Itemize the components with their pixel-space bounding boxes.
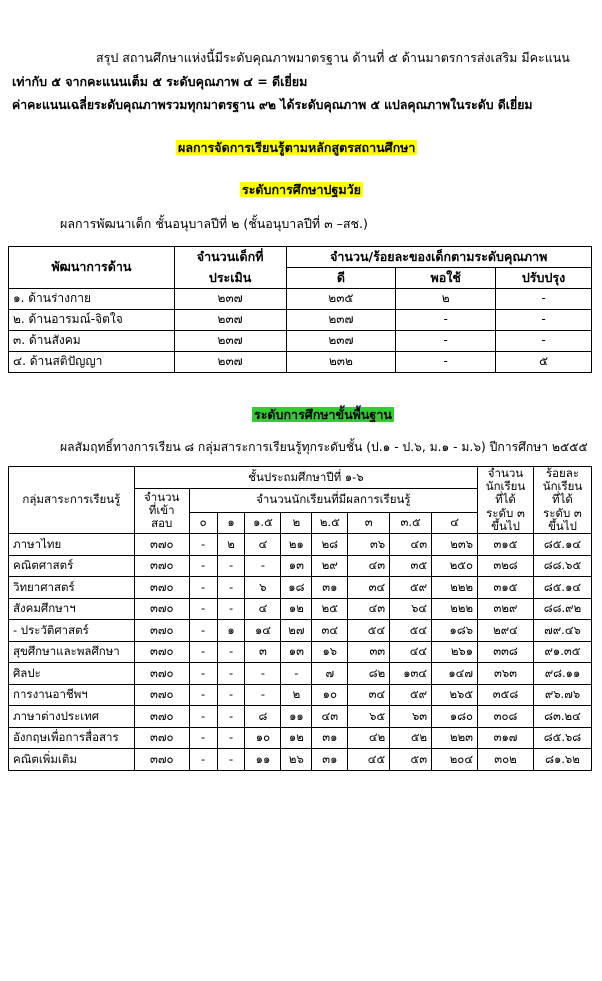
table-row [9,352,592,373]
cell-subject: คณิตศาสตร์ [9,555,135,577]
cell-count3: ๓๑๕ [478,577,534,599]
header-pct3-line: ที่ได้ [552,492,573,507]
cell-pct3: ๘๓.๒๔ [533,706,591,728]
cell-good: ๒๓๗ [286,310,396,331]
cell-grade-count: ๖๔ [390,598,432,620]
cell-pct3: ๘๑.๖๒ [533,749,591,771]
header-takers-line: ที่เข้า [148,503,175,518]
cell-grade-count: ๒๖ [281,749,312,771]
cell-takers: ๓๗๐ [134,598,189,620]
cell-count3: ๓๐๒ [478,749,534,771]
cell-grade-count: ๔ [245,598,281,620]
cell-grade-count: ๒๓๖ [432,534,478,556]
cell-takers: ๓๗๐ [134,534,189,556]
cell-grade-count: - [217,598,245,620]
header-good: ดี [286,268,396,289]
cell-grade-count: - [217,663,245,685]
header-improve: ปรับปรุง [496,268,592,289]
table-row [9,684,592,706]
cell-grade-count: - [217,706,245,728]
cell-pct3: ๙๘.๑๑ [533,663,591,685]
header-pct3-line: นักเรียน [542,479,583,494]
cell-grade-count: ๓๑ [312,577,348,599]
cell-grade-count: - [189,663,217,685]
table-row [9,289,592,310]
cell-grade-count: ๒๑ [281,534,312,556]
cell-grade-count: ๓๔ [312,620,348,642]
cell-grade-count: ๑๘ [281,577,312,599]
cell-grade-count: ๕๙ [390,577,432,599]
cell-grade-count: ๑ [217,620,245,642]
cell-grade-count: ๒๗ [281,620,312,642]
achievement-table [8,466,592,771]
cell-count3: ๓๑๕ [478,534,534,556]
header-grade: ๓.๕ [390,512,432,534]
cell-subject: ภาษาต่างประเทศ [9,706,135,728]
cell-grade-count: - [189,620,217,642]
cell-grade-count: ๑๑ [281,706,312,728]
header-takers [134,488,189,534]
table-row [9,620,592,642]
cell-grade-count: - [189,598,217,620]
cell-grade-count: ๒๒๒ [432,577,478,599]
header-pct3-line: ระดับ ๓ [543,505,582,520]
cell-pct3: ๘๘.๖๕ [533,555,591,577]
cell-grade-count: ๒ [217,534,245,556]
cell-subject: สุขศึกษาและพลศึกษา [9,641,135,663]
summary-line-1: สรุป สถานศึกษาแห่งนี้มีระดับคุณภาพมาตรฐาน ด้านที่ ๕ ด้านมาตรการส่งเสริม มีคะแนน [96,50,570,65]
cell-grade-count: - [189,727,217,749]
cell-grade-count: ๑๓ [281,641,312,663]
cell-grade-count: ๒๖๕ [432,684,478,706]
header-takers-line: สอบ [151,516,173,531]
header-grade: ๒ [281,512,312,534]
header-fair: พอใช้ [396,268,496,289]
cell-grade-count: ๔๓ [348,555,390,577]
cell-improve: - [496,289,592,310]
cell-grade-count: - [245,684,281,706]
header-results: จำนวนนักเรียนที่มีผลการเรียนรู้ [189,488,477,512]
cell-grade-count: ๔๓ [312,706,348,728]
cell-good: ๒๓๗ [286,331,396,352]
cell-subject: สังคมศึกษาฯ [9,598,135,620]
cell-fair: - [396,310,496,331]
cell-grade-count: ๔ [245,534,281,556]
table-row [9,727,592,749]
cell-grade-count: ๑๘๖ [432,620,478,642]
header-assessed-1: จำนวนเด็กที่ [174,247,286,268]
cell-grade-count: ๓๑ [312,749,348,771]
header-subject: กลุ่มสาระการเรียนรู้ [9,467,135,534]
cell-improve: - [496,310,592,331]
cell-grade-count: - [217,727,245,749]
cell-grade-count: ๒ [281,684,312,706]
cell-takers: ๓๗๐ [134,727,189,749]
cell-grade-count: - [189,534,217,556]
cell-grade-count: ๑๒ [281,598,312,620]
cell-count3: ๒๙๔ [478,620,534,642]
cell-grade-count: ๓๖ [348,534,390,556]
cell-grade-count: ๒๐๔ [432,749,478,771]
cell-assessed: ๒๓๗ [174,352,286,373]
cell-grade-count: ๓ [245,641,281,663]
header-count3-line: ระดับ ๓ [486,505,525,520]
cell-grade-count: - [189,684,217,706]
cell-pct3: ๘๕.๑๔ [533,534,591,556]
cell-domain: ๒. ด้านอารมณ์-จิตใจ [9,310,175,331]
cell-takers: ๓๗๐ [134,663,189,685]
cell-grade-count: ๑๑ [245,749,281,771]
cell-good: ๒๓๕ [286,289,396,310]
cell-count3: ๓๓๘ [478,641,534,663]
cell-subject: วิทยาศาสตร์ [9,577,135,599]
cell-grade-count: ๒๕ [312,598,348,620]
cell-pct3: ๘๕.๑๔ [533,577,591,599]
cell-grade-count: ๑๓๔ [390,663,432,685]
cell-grade-count: ๔๕ [348,749,390,771]
cell-grade-count: ๓๑ [312,727,348,749]
cell-pct3: ๘๘.๙๒ [533,598,591,620]
main-heading [176,138,417,158]
header-pct3-line: ร้อยละ [545,466,579,480]
cell-grade-count: ๔๒ [348,727,390,749]
cell-grade-count: ๑๐ [245,727,281,749]
cell-count3: ๓๒๘ [478,555,534,577]
cell-grade-count: ๓๔ [348,684,390,706]
cell-count3: ๓๐๘ [478,706,534,728]
basic-heading-text: ระดับการศึกษาขั้นพื้นฐาน [254,407,392,422]
cell-grade-count: ๑๘๐ [432,706,478,728]
cell-subject: อังกฤษเพื่อการสื่อสาร [9,727,135,749]
cell-grade-count: ๖๕ [348,706,390,728]
header-takers-line: จำนวน [144,489,180,504]
cell-grade-count: ๔๔ [390,641,432,663]
cell-subject: ภาษาไทย [9,534,135,556]
header-grade: ๑.๕ [245,512,281,534]
cell-pct3: ๙๑.๓๕ [533,641,591,663]
header-grade: ๒.๕ [312,512,348,534]
cell-subject: ศิลปะ [9,663,135,685]
summary-line-2-text: เท่ากับ ๕ จากคะแนนเต็ม ๕ ระดับคุณภาพ ๔ = ดีเยี่ยม [12,74,308,89]
cell-grade-count: ๑๔๗ [432,663,478,685]
cell-grade-count: ๒๘ [312,534,348,556]
early-heading-text: ระดับการศึกษาปฐมวัย [242,182,361,197]
cell-grade-count: ๕๒ [390,727,432,749]
cell-grade-count: ๖๓ [390,706,432,728]
table-row [9,534,592,556]
table-row [9,663,592,685]
cell-grade-count: ๒๒๓ [432,727,478,749]
header-count3 [478,467,534,534]
cell-takers: ๓๗๐ [134,749,189,771]
header-grade-level: ชั้นประถมศึกษาปีที่ ๑-๖ [134,467,477,489]
cell-grade-count: ๒๙ [312,555,348,577]
cell-grade-count: ๑๓ [281,555,312,577]
cell-grade-count: ๒๖๑ [432,641,478,663]
cell-count3: ๓๖๓ [478,663,534,685]
cell-grade-count: ๕๔ [390,620,432,642]
table-row [9,598,592,620]
cell-grade-count: - [189,641,217,663]
cell-grade-count: ๘ [245,706,281,728]
table-row [9,641,592,663]
cell-takers: ๓๗๐ [134,620,189,642]
header-count3-line: นักเรียน [485,479,526,494]
header-grade: ๔ [432,512,478,534]
cell-grade-count: ๔๓ [348,598,390,620]
table-row [9,706,592,728]
header-grade: ๑ [217,512,245,534]
cell-grade-count: ๔๓ [390,534,432,556]
cell-grade-count: ๘๒ [348,663,390,685]
cell-pct3: ๗๙.๔๖ [533,620,591,642]
cell-domain: ๑. ด้านร่างกาย [9,289,175,310]
cell-takers: ๓๗๐ [134,555,189,577]
cell-grade-count: ๒๕๐ [432,555,478,577]
cell-grade-count: - [217,555,245,577]
cell-grade-count: ๓๓ [348,641,390,663]
main-heading-text: ผลการจัดการเรียนรู้ตามหลักสูตรสถานศึกษา [178,140,416,155]
cell-grade-count: - [189,706,217,728]
cell-grade-count: ๓๕ [390,555,432,577]
cell-grade-count: ๕๓ [390,749,432,771]
cell-takers: ๓๗๐ [134,706,189,728]
cell-improve: - [496,331,592,352]
cell-count3: ๓๑๗ [478,727,534,749]
header-grade: ๓ [348,512,390,534]
cell-grade-count: ๗ [312,663,348,685]
header-domain: พัฒนาการด้าน [9,247,175,289]
cell-improve: ๕ [496,352,592,373]
cell-grade-count: - [189,555,217,577]
cell-grade-count: ๑๐ [312,684,348,706]
table-row [9,331,592,352]
early-caption: ผลการพัฒนาเด็ก ชั้นอนุบาลปีที่ ๒ (ชั้นอนุบาลปีที่ ๓ –สช.) [60,216,368,231]
cell-grade-count: ๒๒๒ [432,598,478,620]
cell-grade-count: - [281,663,312,685]
cell-grade-count: - [245,663,281,685]
cell-grade-count: - [189,577,217,599]
table-row [9,577,592,599]
cell-fair: ๒ [396,289,496,310]
header-pct3 [533,467,591,534]
cell-fair: - [396,352,496,373]
early-childhood-table [8,246,592,373]
cell-fair: - [396,331,496,352]
basic-caption: ผลสัมฤทธิ์ทางการเรียน ๘ กลุ่มสาระการเรียนรู้ทุกระดับชั้น (ป.๑ - ป.๖, ม.๑ - ม.๖) ปีการศึกษา ๒๕๕๕ [60,440,588,454]
cell-grade-count: ๕๙ [390,684,432,706]
cell-count3: ๓๒๙ [478,598,534,620]
cell-subject: - ประวัติศาสตร์ [9,620,135,642]
cell-subject: การงานอาชีพฯ [9,684,135,706]
header-count3-line: จำนวน [487,466,524,480]
header-assessed-2: ประเมิน [174,268,286,289]
cell-subject: คณิตเพิ่มเติม [9,749,135,771]
cell-grade-count: ๑๖ [312,641,348,663]
cell-pct3: ๘๕.๖๘ [533,727,591,749]
cell-grade-count: - [189,749,217,771]
cell-grade-count: ๖ [245,577,281,599]
cell-grade-count: - [217,749,245,771]
header-count3-line: ขึ้นไป [491,518,520,533]
basic-heading [252,405,394,425]
cell-takers: ๓๗๐ [134,577,189,599]
cell-grade-count: - [217,684,245,706]
cell-takers: ๓๗๐ [134,641,189,663]
cell-grade-count: ๓๔ [348,577,390,599]
early-heading [240,180,363,200]
cell-pct3: ๙๖.๗๖ [533,684,591,706]
cell-assessed: ๒๓๗ [174,310,286,331]
table-row [9,310,592,331]
cell-grade-count: ๑๔ [245,620,281,642]
cell-count3: ๓๕๘ [478,684,534,706]
cell-grade-count: - [245,555,281,577]
header-pct3-line: ขึ้นไป [548,518,577,533]
cell-assessed: ๒๓๗ [174,289,286,310]
cell-grade-count: ๑๒ [281,727,312,749]
summary-line-2 [12,72,307,92]
cell-takers: ๓๗๐ [134,684,189,706]
table-row [9,555,592,577]
summary-line-3: ค่าคะแนนเฉลี่ยระดับคุณภาพรวมทุกมาตรฐาน ๙๒ ได้ระดับคุณภาพ ๕ แปลคุณภาพในระดับ ดีเยี่ยม [12,98,533,112]
table-row [9,749,592,771]
cell-domain: ๔. ด้านสติปัญญา [9,352,175,373]
cell-grade-count: ๕๔ [348,620,390,642]
cell-good: ๒๓๒ [286,352,396,373]
cell-assessed: ๒๓๗ [174,331,286,352]
cell-grade-count: - [217,641,245,663]
header-count3-line: ที่ได้ [495,492,516,507]
header-grade: ๐ [189,512,217,534]
header-quality-group: จำนวน/ร้อยละของเด็กตามระดับคุณภาพ [286,247,591,268]
cell-domain: ๓. ด้านสังคม [9,331,175,352]
cell-grade-count: - [217,577,245,599]
